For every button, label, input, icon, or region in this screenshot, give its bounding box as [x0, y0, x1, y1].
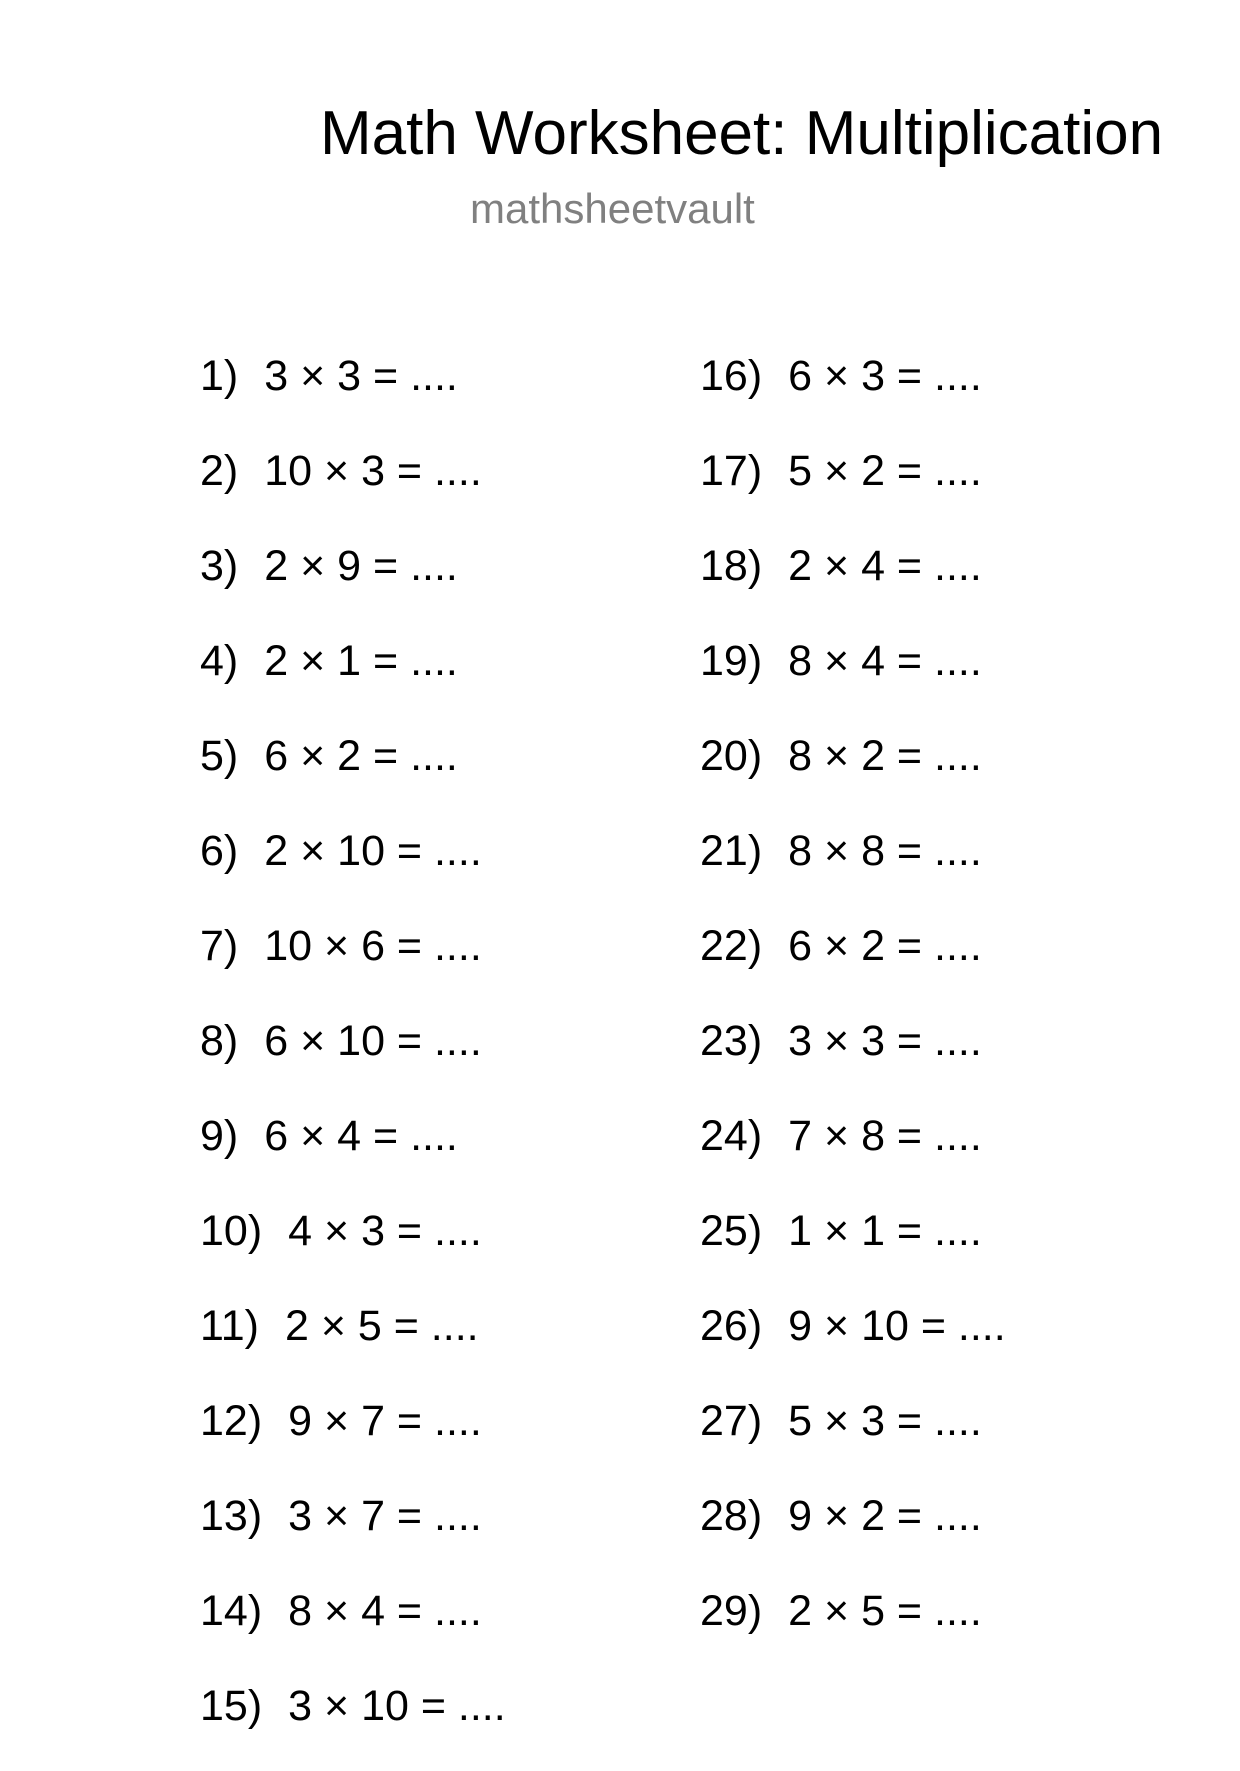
problem-expression: 4 × 3 = ....	[288, 1207, 482, 1255]
problem-item	[200, 1106, 506, 1201]
problem-expression: 2 × 5 = ....	[788, 1587, 982, 1635]
problem-item	[700, 726, 1006, 821]
problem-item	[200, 726, 506, 821]
problem-expression: 6 × 10 = ....	[264, 1017, 482, 1065]
problem-number: 15)	[200, 1682, 263, 1730]
problem-number: 2)	[200, 447, 239, 495]
problem-item	[700, 631, 1006, 726]
problem-item	[700, 1486, 1006, 1581]
worksheet-title: Math Worksheet: Multiplication	[320, 99, 1164, 168]
problem-item	[700, 1296, 1006, 1391]
problem-number: 21)	[700, 827, 763, 875]
problem-item	[700, 1011, 1006, 1106]
problem-expression: 5 × 3 = ....	[788, 1397, 982, 1445]
problem-item	[200, 916, 506, 1011]
problem-expression: 8 × 4 = ....	[288, 1587, 482, 1635]
problem-item	[200, 631, 506, 726]
problem-number: 18)	[700, 542, 763, 590]
problem-item	[200, 441, 506, 536]
problem-item	[700, 346, 1006, 441]
problem-number: 3)	[200, 542, 239, 590]
problem-number: 24)	[700, 1112, 763, 1160]
problem-item	[200, 346, 506, 441]
problem-expression: 8 × 4 = ....	[788, 637, 982, 685]
problem-item	[200, 821, 506, 916]
problem-number: 17)	[700, 447, 763, 495]
problem-number: 19)	[700, 637, 763, 685]
problem-expression: 2 × 1 = ....	[264, 637, 458, 685]
problem-number: 1)	[200, 352, 239, 400]
problem-number: 28)	[700, 1492, 763, 1540]
problem-expression: 3 × 3 = ....	[264, 352, 458, 400]
problem-number: 12)	[200, 1397, 263, 1445]
problem-list-left	[200, 346, 506, 1771]
problem-item	[700, 1201, 1006, 1296]
problem-expression: 10 × 6 = ....	[264, 922, 482, 970]
problem-expression: 2 × 5 = ....	[284, 1302, 479, 1350]
problem-item	[700, 1391, 1006, 1486]
problem-expression: 2 × 10 = ....	[264, 827, 482, 875]
problem-item	[700, 1581, 1006, 1676]
problem-number: 22)	[700, 922, 763, 970]
problem-item	[200, 1676, 506, 1771]
problem-item	[700, 1106, 1006, 1201]
problem-expression: 3 × 7 = ....	[288, 1492, 482, 1540]
problem-number: 16)	[700, 352, 763, 400]
problem-expression: 1 × 1 = ....	[788, 1207, 982, 1255]
problem-item	[200, 1581, 506, 1676]
problem-expression: 9 × 10 = ....	[788, 1302, 1006, 1350]
problem-expression: 6 × 3 = ....	[788, 352, 982, 400]
problem-item	[200, 1011, 506, 1106]
problem-item	[700, 536, 1006, 631]
problem-item	[200, 536, 506, 631]
problem-number: 26)	[700, 1302, 763, 1350]
problem-number: 27)	[700, 1397, 763, 1445]
problem-number: 6)	[200, 827, 239, 875]
problem-list-right	[700, 346, 1006, 1676]
problem-expression: 3 × 3 = ....	[788, 1017, 982, 1065]
problem-number: 10)	[200, 1207, 263, 1255]
problem-number: 7)	[200, 922, 239, 970]
problem-expression: 3 × 10 = ....	[288, 1682, 506, 1730]
problem-number: 13)	[200, 1492, 263, 1540]
problem-item	[200, 1296, 506, 1391]
problem-number: 29)	[700, 1587, 763, 1635]
worksheet-subtitle: mathsheetvault	[470, 185, 755, 232]
problem-expression: 9 × 2 = ....	[788, 1492, 982, 1540]
problem-expression: 7 × 8 = ....	[788, 1112, 982, 1160]
problem-expression: 9 × 7 = ....	[288, 1397, 482, 1445]
problem-expression: 6 × 4 = ....	[264, 1112, 458, 1160]
problem-item	[200, 1391, 506, 1486]
problem-item	[700, 441, 1006, 536]
problem-expression: 5 × 2 = ....	[788, 447, 982, 495]
problem-number: 4)	[200, 637, 239, 685]
problem-expression: 2 × 9 = ....	[264, 542, 458, 590]
problem-number: 8)	[200, 1017, 239, 1065]
problem-item	[200, 1486, 506, 1581]
problem-item	[200, 1201, 506, 1296]
problem-expression: 8 × 8 = ....	[788, 827, 982, 875]
problem-expression: 8 × 2 = ....	[788, 732, 982, 780]
problem-expression: 2 × 4 = ....	[788, 542, 982, 590]
problem-number: 9)	[200, 1112, 239, 1160]
problem-expression: 6 × 2 = ....	[264, 732, 458, 780]
problem-number: 11)	[200, 1302, 259, 1350]
problem-expression: 6 × 2 = ....	[788, 922, 982, 970]
problem-number: 23)	[700, 1017, 763, 1065]
problem-number: 25)	[700, 1207, 763, 1255]
problem-expression: 10 × 3 = ....	[264, 447, 482, 495]
problem-number: 20)	[700, 732, 763, 780]
problem-number: 14)	[200, 1587, 263, 1635]
problem-item	[700, 821, 1006, 916]
problem-number: 5)	[200, 732, 239, 780]
problem-item	[700, 916, 1006, 1011]
